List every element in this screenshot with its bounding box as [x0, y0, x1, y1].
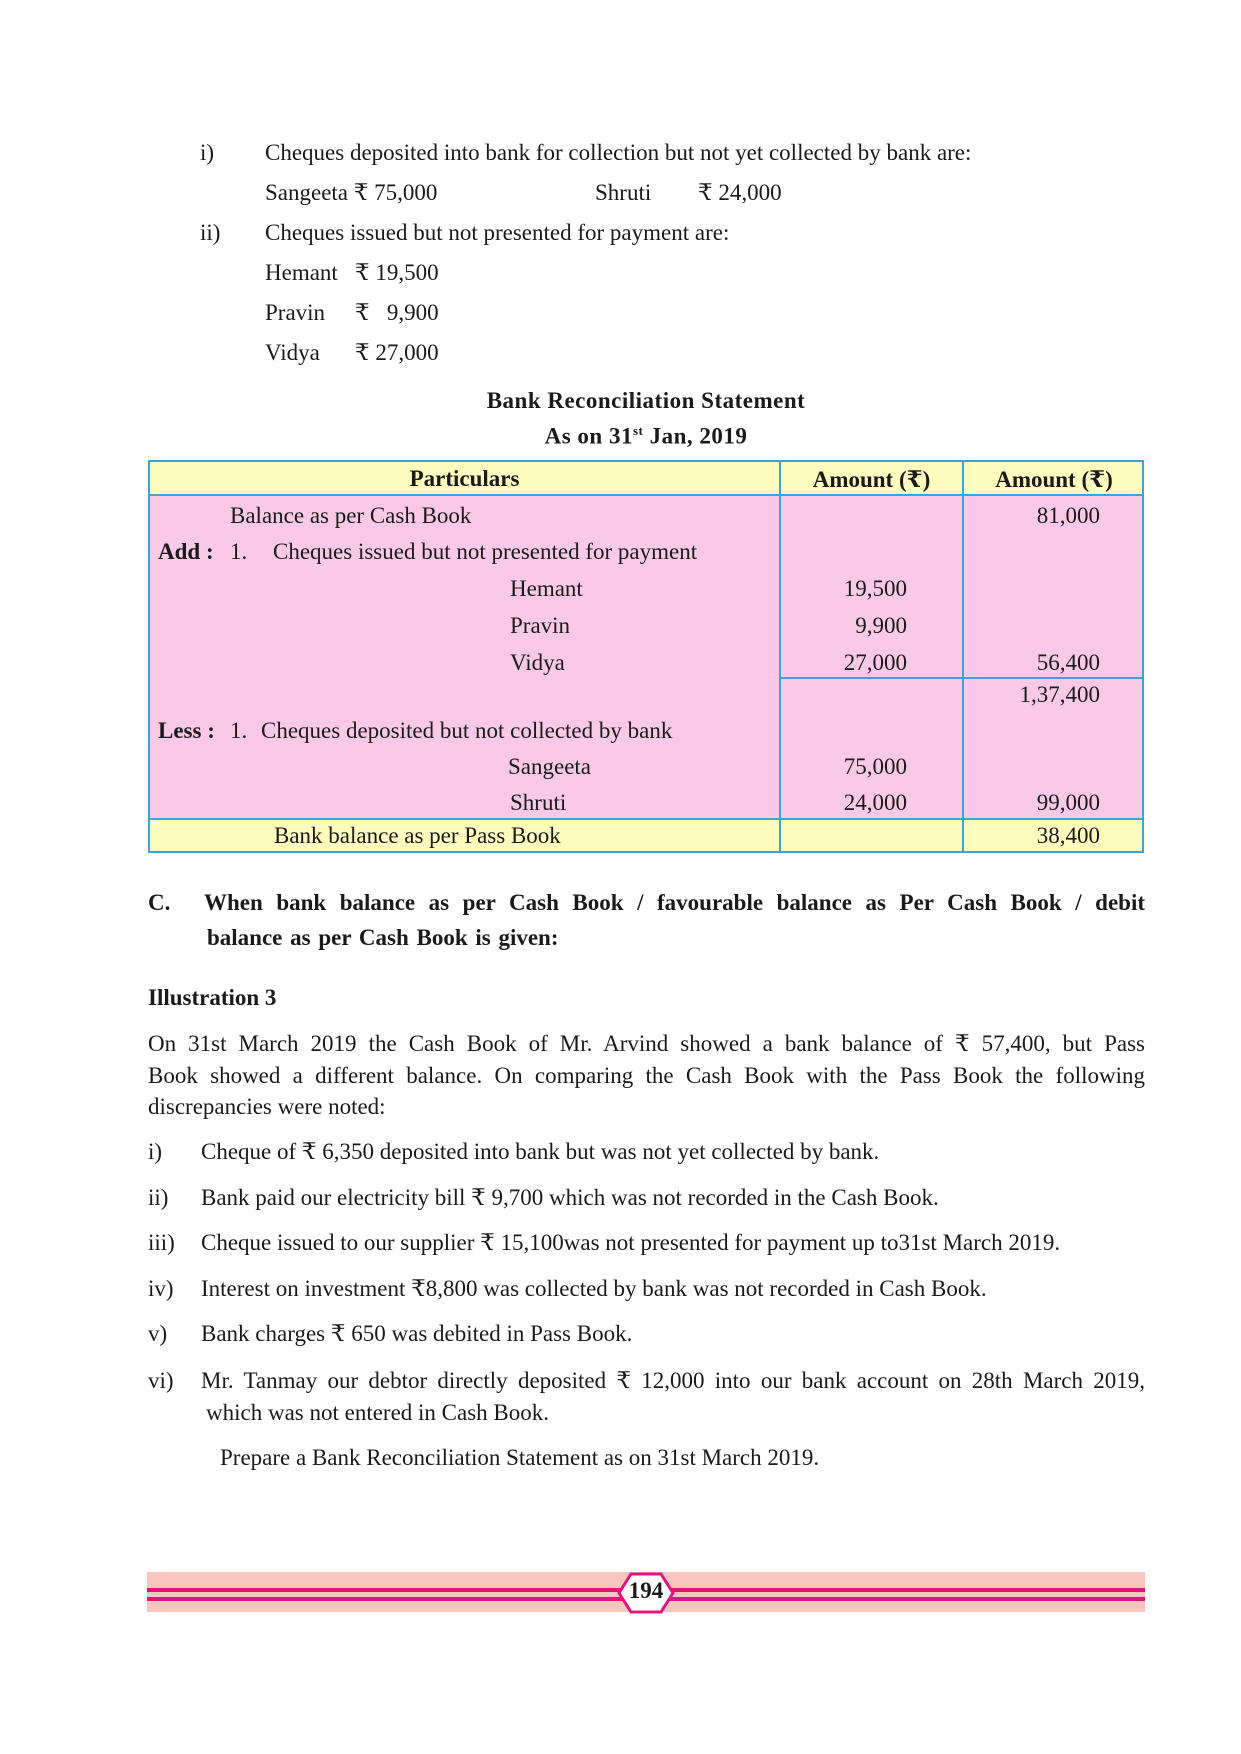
- discrepancy-text: Interest on investment ₹8,800 was collected by bank was not recorded in Cash Book.: [201, 1276, 987, 1301]
- header-particulars: Particulars: [409, 466, 520, 491]
- discrepancy-text: Bank charges ₹ 650 was debited in Pass Book.: [201, 1321, 633, 1346]
- add-item-amount: 19,500: [843, 576, 907, 601]
- add-num: 1.: [230, 539, 248, 564]
- less-total: 99,000: [1036, 790, 1100, 815]
- discrepancy-text: Cheque issued to our supplier ₹ 15,100was not presented for payment up to31st March 2019.: [201, 1230, 1061, 1255]
- intro-cheque-amount: ₹ 27,000: [355, 340, 439, 365]
- illustration-para-line2: Book showed a different balance. On comparing the Cash Book with the Pass Book the following: [148, 1063, 1145, 1088]
- intro-shruti-amount: ₹ 24,000: [698, 180, 782, 205]
- column-divider: [962, 462, 964, 851]
- intro-item-i-num: i): [200, 140, 215, 165]
- illustration-heading: Illustration 3: [148, 985, 277, 1010]
- less-label: Less :: [158, 718, 215, 743]
- intro-item-i-text: Cheques deposited into bank for collection but not yet collected by bank are:: [265, 140, 972, 165]
- pass-book-amount: 38,400: [1036, 823, 1100, 848]
- add-item-amount: 27,000: [843, 650, 907, 675]
- page-number: 194: [628, 1578, 664, 1603]
- intro-shruti-name: Shruti: [595, 180, 652, 205]
- section-c-letter: C.: [148, 890, 171, 915]
- intro-item-ii-num: ii): [200, 220, 221, 245]
- pass-book-label: Bank balance as per Pass Book: [274, 823, 561, 848]
- balance-cash-book-amount: 81,000: [1036, 503, 1100, 528]
- discrepancy-num: ii): [148, 1185, 169, 1210]
- discrepancy-num: v): [148, 1321, 168, 1346]
- add-item-name: Pravin: [510, 613, 571, 638]
- prepare-instruction: Prepare a Bank Reconciliation Statement as on 31st March 2019.: [220, 1445, 820, 1470]
- discrepancy-num: i): [148, 1139, 163, 1164]
- column-divider: [779, 462, 781, 851]
- add-item-amount: 9,900: [855, 613, 907, 638]
- section-c-line2: balance as per Cash Book is given:: [207, 925, 559, 950]
- add-item-name: Hemant: [510, 576, 583, 601]
- statement-title: Bank Reconciliation Statement: [486, 388, 806, 413]
- row-divider: [779, 677, 1144, 679]
- reconciliation-table: [148, 460, 1144, 853]
- add-label: Add :: [158, 539, 214, 564]
- illustration-para-line1: On 31st March 2019 the Cash Book of Mr. Arvind showed a bank balance of ₹ 57,400, but Pass: [148, 1031, 1145, 1056]
- less-item-amount: 75,000: [843, 754, 907, 779]
- add-text: Cheques issued but not presented for payment: [273, 539, 698, 564]
- intro-sangeeta: Sangeeta ₹ 75,000: [265, 180, 438, 205]
- intro-cheque-amount: ₹ 9,900: [355, 300, 439, 325]
- discrepancy-num: iii): [148, 1230, 175, 1255]
- section-c-line1: When bank balance as per Cash Book / favourable balance as Per Cash Book / debit: [204, 890, 1145, 915]
- discrepancy-text: Bank paid our electricity bill ₹ 9,700 which was not recorded in the Cash Book.: [201, 1185, 939, 1210]
- less-num: 1.: [230, 718, 248, 743]
- discrepancy-num: vi): [148, 1368, 174, 1393]
- header-amount-2: Amount (₹): [995, 467, 1113, 492]
- less-item-name: Sangeeta: [508, 754, 592, 779]
- discrepancy-num: iv): [148, 1276, 174, 1301]
- less-text: Cheques deposited but not collected by bank: [261, 718, 673, 743]
- subtotal: 1,37,400: [1019, 682, 1100, 707]
- intro-item-ii-text: Cheques issued but not presented for payment are:: [265, 220, 730, 245]
- intro-cheque-name: Pravin: [265, 300, 326, 325]
- illustration-para-line3: discrepancies were noted:: [148, 1094, 386, 1119]
- discrepancy-text: Cheque of ₹ 6,350 deposited into bank but was not yet collected by bank.: [201, 1139, 880, 1164]
- intro-cheque-amount: ₹ 19,500: [355, 260, 439, 285]
- discrepancy-text: Mr. Tanmay our debtor directly deposited ₹ 12,000 into our bank account on 28th March 2019,: [201, 1368, 1145, 1393]
- less-item-amount: 24,000: [843, 790, 907, 815]
- balance-cash-book-label: Balance as per Cash Book: [230, 503, 472, 528]
- less-item-name: Shruti: [510, 790, 567, 815]
- add-item-name: Vidya: [510, 650, 565, 675]
- add-total: 56,400: [1036, 650, 1100, 675]
- intro-cheque-name: Vidya: [265, 340, 320, 365]
- statement-subtitle: As on 31st Jan, 2019: [544, 423, 748, 449]
- header-amount-1: Amount (₹): [812, 467, 931, 492]
- intro-cheque-name: Hemant: [265, 260, 338, 285]
- discrepancy-text-cont: which was not entered in Cash Book.: [206, 1400, 550, 1425]
